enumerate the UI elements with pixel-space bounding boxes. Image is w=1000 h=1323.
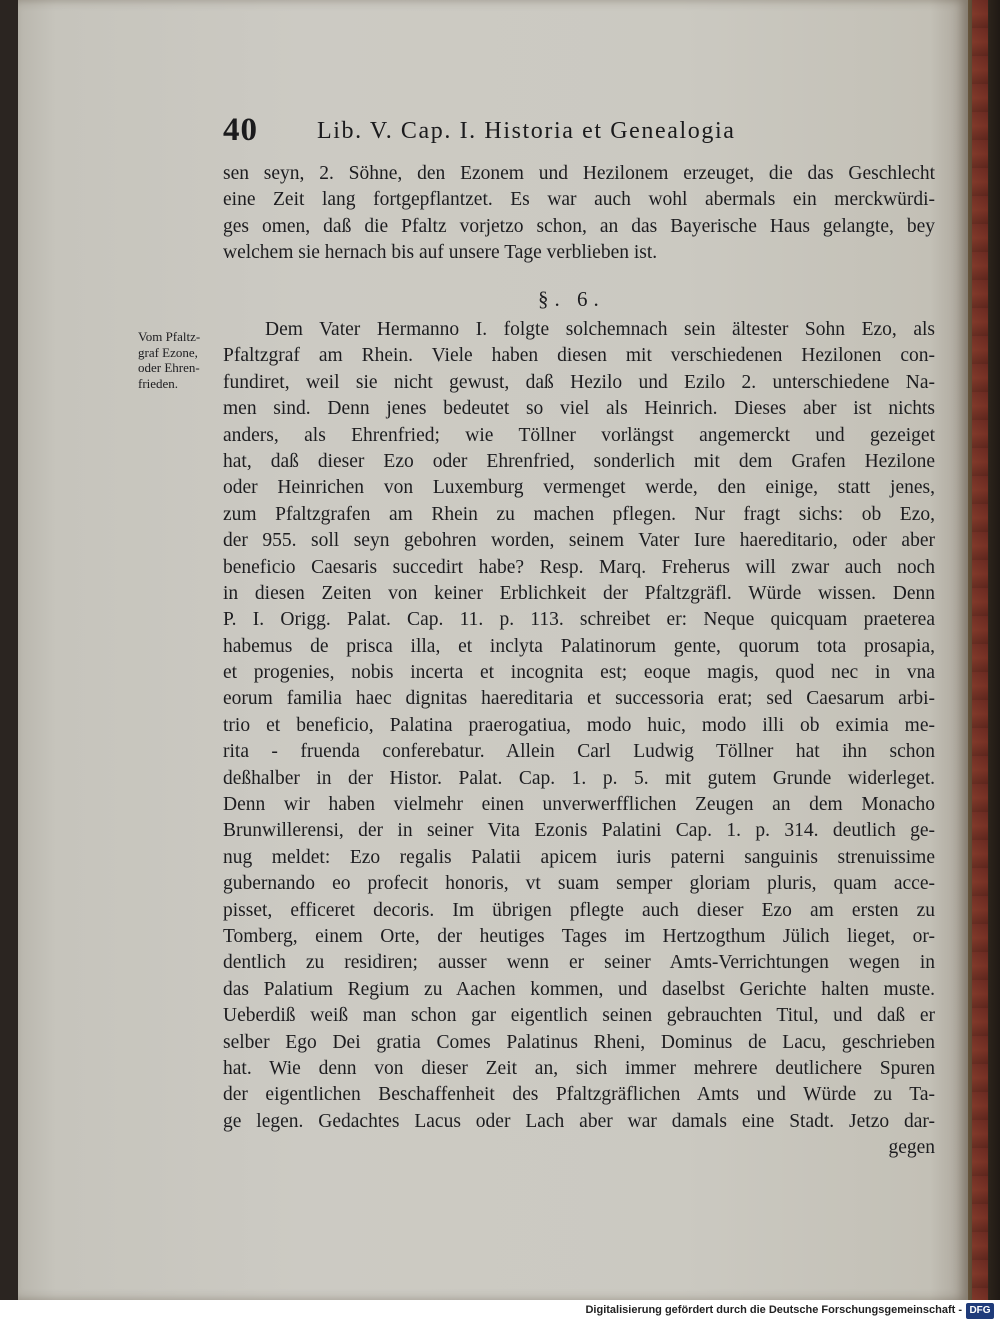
margin-note: [138, 329, 228, 391]
text-line: trio et beneficio, Palatina praerogatiua, modo huic, modo illi ob eximia me-: [223, 714, 935, 736]
footer-bar: [0, 1300, 1000, 1323]
text-line: gubernando eo profecit honoris, vt suam semper gloriam pluris, quam acce-: [223, 873, 935, 895]
text-line: sen seyn, 2. Söhne, den Ezonem und Hezilonem erzeuget, die das Geschlecht: [223, 163, 935, 184]
text-line: hat, daß dieser Ezo oder Ehrenfried, sonderlich mit dem Grafen Hezilone: [223, 450, 935, 472]
text-line: in diesen Zeiten von keiner Erblichkeit der Pfaltzgräfl. Würde wissen. Denn: [223, 582, 935, 604]
text-line: der eigentlichen Beschaffenheit des Pfaltzgräflichen Amts und Würde zu Ta-: [223, 1084, 935, 1106]
text-line: dentlich zu residiren; ausser wenn er seiner Amts-Verrichtungen wegen in: [223, 952, 935, 974]
funding-credit: Digitalisierung gefördert durch die Deutsche Forschungsgemeinschaft -: [585, 1304, 962, 1316]
text-line: selber Ego Dei gratia Comes Palatinus Rheni, Dominus de Lacu, geschrieben: [223, 1031, 935, 1053]
text-line: das Palatium Regium zu Aachen kommen, und daselbst Gerichte halten muste.: [223, 978, 935, 1000]
paragraph-main: [223, 317, 935, 1162]
text-line: et progenies, nobis incerta et incognita est; eoque magis, quod nec in vna: [223, 662, 935, 684]
text-line: fundiret, weil sie nicht gewust, daß Hezilo und Ezilo 2. unterschiedene Na-: [223, 371, 935, 393]
text-line: ges omen, daß die Pfaltz vorjetzo schon, an das Bayerische Haus gelangte, bey: [223, 215, 935, 237]
running-head: Lib. V. Cap. I. Historia et Genealogia: [317, 118, 736, 144]
text-line: nug meldet: Ezo regalis Palatii apicem iuris paterni sanguinis strenuissime: [223, 846, 935, 868]
text-line: P. I. Origg. Palat. Cap. 11. p. 113. schreibet er: Neque quicquam praeterea: [223, 609, 935, 631]
text-line: zum Pfaltzgrafen am Rhein zu machen pflegen. Nur fragt sichs: ob Ezo,: [223, 503, 935, 525]
text-line: der 955. soll seyn gebohren worden, seinem Vater Iure haereditario, oder aber: [223, 530, 935, 552]
text-line: pisset, efficeret decoris. Im übrigen pflegte auch dieser Ezo am ersten zu: [223, 899, 935, 921]
text-line: welchem sie hernach bis auf unsere Tage verblieben ist.: [223, 242, 658, 264]
text-line: ge legen. Gedachtes Lacus oder Lach aber war damals eine Stadt. Jetzo dar-: [223, 1110, 935, 1132]
text-line: hat. Wie denn von dieser Zeit an, sich immer mehrere deutlichere Spuren: [223, 1057, 935, 1079]
text-line: habemus de prisca illa, et inclyta Palatinorum gente, quorum tota prosapia,: [223, 635, 935, 657]
book-edge-stripe: [972, 0, 988, 1300]
text-line: rita - fruenda conferebatur. Allein Carl Ludwig Töllner hat ihn schon: [223, 741, 935, 763]
text-line: Pfaltzgraf am Rhein. Viele haben diesen mit verschiedenen Hezilonen con-: [223, 345, 935, 367]
paragraph-top: [223, 161, 935, 267]
text-line: Denn wir haben vielmehr einen unverwerfflichen Zeugen an dem Monacho: [223, 794, 935, 816]
text-line: Brunwillerensi, der in seiner Vita Ezonis Palatini Cap. 1. p. 314. deutlich ge-: [223, 820, 935, 842]
margin-note-line: graf Ezone,: [138, 344, 198, 360]
text-line: beneficio Caesaris succedirt habe? Resp. Marq. Freherus will zwar auch noch: [223, 556, 935, 578]
text-line: deßhalber in der Histor. Palat. Cap. 1. p. 5. mit gutem Grunde widerleget.: [223, 767, 935, 789]
text-line: men sind. Denn jenes bedeutet so viel als Heinrich. Dieses aber ist nichts: [223, 398, 935, 420]
dfg-logo[interactable]: DFG: [966, 1303, 994, 1319]
text-line: oder Heinrichen von Luxemburg vermenget werde, den einige, statt jenes,: [223, 477, 935, 499]
text-line: anders, als Ehrenfried; wie Töllner vorlängst angemerckt und gezeiget: [223, 424, 935, 446]
margin-note-line: Vom Pfaltz-: [138, 329, 201, 344]
page-header: [223, 112, 933, 156]
margin-note-line: frieden.: [138, 375, 179, 391]
text-line: Dem Vater Hermanno I. folgte solchemnach sein ältester Sohn Ezo, als: [265, 319, 935, 340]
text-line: eorum familia haec dignitas haereditaria et successoria erat; sed Caesarum arbi-: [223, 688, 935, 710]
section-heading: §. 6.: [538, 287, 605, 311]
margin-note-line: oder Ehren-: [138, 360, 200, 375]
catchword: gegen: [888, 1137, 935, 1159]
text-line: Tomberg, einem Orte, der heutiges Tages im Hertzogthum Jülich lieget, or-: [223, 925, 935, 947]
text-line: Ueberdiß weiß man schon gar eigentlich seinen gebrauchten Titul, und daß er: [223, 1005, 935, 1027]
text-line: eine Zeit lang fortgepflantzet. Es war auch wohl abermals ein merckwürdi-: [223, 189, 935, 211]
page-number: 40: [223, 112, 258, 148]
